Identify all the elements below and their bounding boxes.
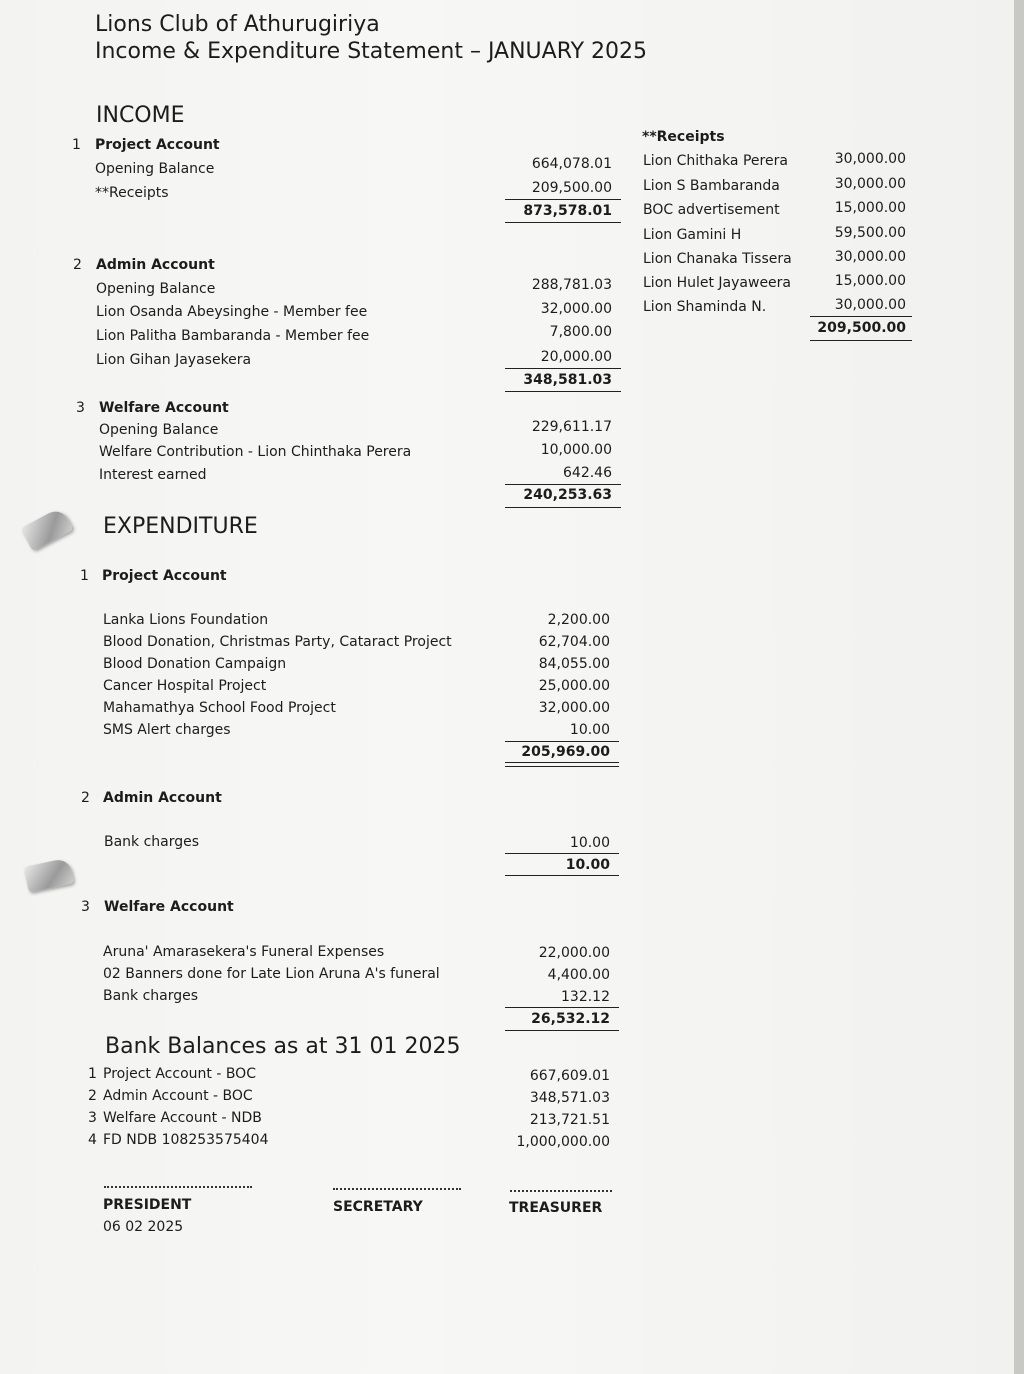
bank-row-number: 1	[88, 1066, 97, 1082]
row-label: 02 Banners done for Late Lion Aruna A's funeral	[103, 966, 440, 982]
receipt-amount: 30,000.00	[834, 176, 906, 192]
receipt-label: Lion S Bambaranda	[643, 178, 780, 194]
row-amount: 32,000.00	[538, 700, 610, 716]
statement-title: Income & Expenditure Statement – JANUARY 2025	[95, 39, 648, 64]
row-label: Welfare Contribution - Lion Chinthaka Perera	[99, 444, 412, 460]
row-amount: 664,078.01	[531, 156, 612, 172]
row-amount: 25,000.00	[538, 678, 610, 694]
row-label: Mahamathya School Food Project	[103, 700, 336, 716]
receipt-amount: 15,000.00	[834, 273, 906, 289]
row-amount: 4,400.00	[547, 967, 610, 983]
section-number: 1	[80, 568, 89, 584]
bank-row-number: 4	[88, 1132, 97, 1148]
receipt-amount: 30,000.00	[834, 151, 906, 167]
row-label: SMS Alert charges	[103, 722, 231, 738]
president-label: PRESIDENT	[103, 1197, 192, 1213]
receipt-label: Lion Shaminda N.	[643, 299, 767, 315]
total-rule	[505, 507, 621, 508]
section-number: 3	[81, 899, 90, 915]
expenditure-welfare-total: 26,532.12	[531, 1011, 610, 1027]
subtotal-rule	[505, 368, 621, 369]
bank-row-label: Welfare Account - NDB	[103, 1110, 262, 1126]
bank-row-label: Admin Account - BOC	[103, 1088, 253, 1104]
row-amount: 62,704.00	[538, 634, 610, 650]
row-amount: 229,611.17	[531, 419, 612, 435]
row-amount: 132.12	[561, 989, 610, 1005]
row-label: Cancer Hospital Project	[103, 678, 267, 694]
row-amount: 288,781.03	[531, 277, 612, 293]
total-rule	[505, 1030, 619, 1031]
income-admin-title: Admin Account	[96, 257, 215, 273]
expenditure-project-title: Project Account	[102, 568, 227, 584]
section-number: 2	[81, 790, 90, 806]
signature-line-secretary	[333, 1188, 461, 1190]
total-rule	[505, 222, 621, 223]
receipt-label: BOC advertisement	[643, 202, 780, 218]
section-number: 3	[76, 400, 85, 416]
signature-date: 06 02 2025	[103, 1219, 184, 1235]
row-label: Bank charges	[103, 988, 199, 1004]
row-label: Lion Palitha Bambaranda - Member fee	[96, 328, 370, 344]
expenditure-admin-total: 10.00	[565, 857, 610, 873]
bank-row-number: 3	[88, 1110, 97, 1126]
bank-row-amount: 348,571.03	[529, 1090, 610, 1106]
subtotal-rule	[505, 853, 619, 854]
total-rule	[810, 340, 912, 341]
subtotal-rule	[810, 316, 912, 317]
row-amount: 22,000.00	[538, 945, 610, 961]
income-heading: INCOME	[96, 103, 185, 128]
row-label: Bank charges	[104, 834, 200, 850]
expenditure-project-total: 205,969.00	[521, 744, 610, 760]
section-number: 1	[72, 137, 81, 153]
row-label: Opening Balance	[96, 281, 216, 297]
row-amount: 10.00	[569, 722, 610, 738]
expenditure-welfare-title: Welfare Account	[104, 899, 234, 915]
row-label: Blood Donation Campaign	[103, 656, 287, 672]
row-amount: 32,000.00	[540, 301, 612, 317]
row-amount: 642.46	[563, 465, 612, 481]
row-label: Opening Balance	[99, 422, 219, 438]
expenditure-admin-title: Admin Account	[103, 790, 222, 806]
receipt-amount: 59,500.00	[834, 225, 906, 241]
subtotal-rule	[505, 741, 619, 742]
section-number: 2	[73, 257, 82, 273]
receipt-amount: 30,000.00	[834, 297, 906, 313]
total-rule	[505, 875, 619, 876]
row-label: **Receipts	[95, 185, 169, 201]
row-label: Interest earned	[99, 467, 207, 483]
expenditure-heading: EXPENDITURE	[103, 514, 258, 539]
total-rule	[505, 391, 621, 392]
income-welfare-total: 240,253.63	[523, 487, 612, 503]
double-total-rule	[505, 762, 619, 767]
subtotal-rule	[505, 1007, 619, 1008]
row-label: Lion Osanda Abeysinghe - Member fee	[96, 304, 368, 320]
row-label: Blood Donation, Christmas Party, Cataract Project	[103, 634, 452, 650]
bank-row-label: Project Account - BOC	[103, 1066, 256, 1082]
bank-row-label: FD NDB 108253575404	[103, 1132, 269, 1148]
row-label: Lion Gihan Jayasekera	[96, 352, 252, 368]
row-amount: 10.00	[569, 835, 610, 851]
row-label: Aruna' Amarasekera's Funeral Expenses	[103, 944, 385, 960]
secretary-label: SECRETARY	[333, 1199, 423, 1215]
row-amount: 7,800.00	[549, 324, 612, 340]
subtotal-rule	[505, 484, 621, 485]
row-amount: 84,055.00	[538, 656, 610, 672]
row-label: Lanka Lions Foundation	[103, 612, 269, 628]
income-admin-total: 348,581.03	[523, 372, 612, 388]
bank-row-number: 2	[88, 1088, 97, 1104]
row-label: Opening Balance	[95, 161, 215, 177]
signature-line-treasurer	[510, 1190, 612, 1192]
receipt-label: Lion Hulet Jayaweera	[643, 275, 792, 291]
page-edge	[1014, 0, 1024, 1374]
receipts-heading: **Receipts	[642, 129, 725, 145]
signature-line-president	[104, 1186, 252, 1188]
treasurer-label: TREASURER	[509, 1200, 603, 1216]
receipt-label: Lion Chanaka Tissera	[643, 251, 792, 267]
receipt-amount: 30,000.00	[834, 249, 906, 265]
row-amount: 10,000.00	[540, 442, 612, 458]
bank-row-amount: 667,609.01	[529, 1068, 610, 1084]
receipt-label: Lion Chithaka Perera	[643, 153, 788, 169]
club-name: Lions Club of Athurugiriya	[95, 12, 380, 37]
income-welfare-title: Welfare Account	[99, 400, 229, 416]
subtotal-rule	[505, 199, 621, 200]
income-project-title: Project Account	[95, 137, 220, 153]
bank-balances-heading: Bank Balances as at 31 01 2025	[105, 1034, 461, 1059]
bank-row-amount: 213,721.51	[529, 1112, 610, 1128]
bank-row-amount: 1,000,000.00	[516, 1134, 610, 1150]
row-amount: 2,200.00	[547, 612, 610, 628]
receipt-amount: 15,000.00	[834, 200, 906, 216]
income-project-total: 873,578.01	[523, 203, 612, 219]
receipt-label: Lion Gamini H	[643, 227, 742, 243]
row-amount: 20,000.00	[540, 349, 612, 365]
receipts-total: 209,500.00	[817, 320, 906, 336]
row-amount: 209,500.00	[531, 180, 612, 196]
